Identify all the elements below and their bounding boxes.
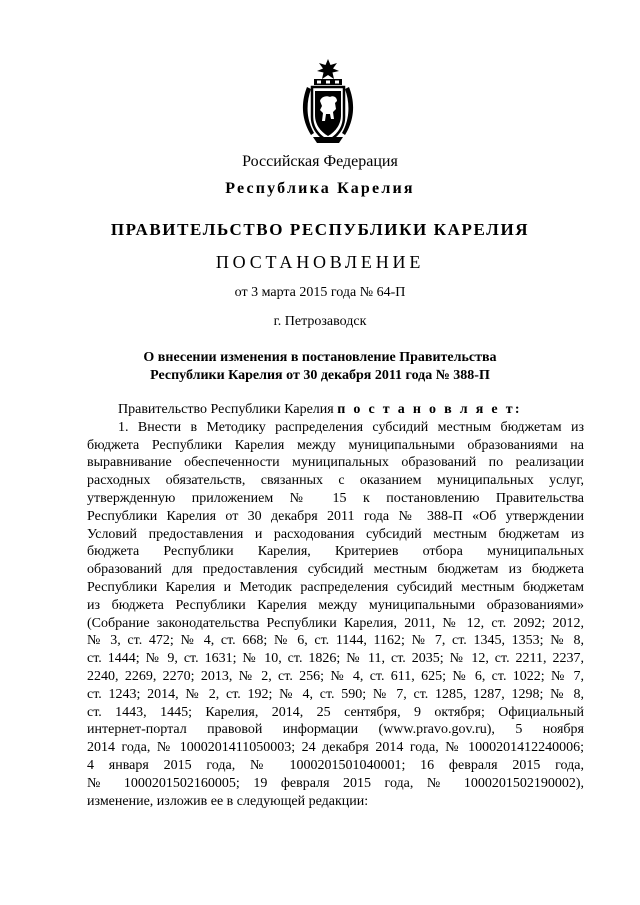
body-line: ст. 1444; № 9, ст. 1631; № 10, ст. 1826; № 11, ст. 2035; № 12, ст. 2211, 2237, bbox=[87, 651, 584, 667]
body-line: интернет-портал правовой информации (www.pravo.gov.ru), 5 ноября bbox=[87, 722, 584, 738]
document-body bbox=[87, 401, 584, 810]
body-line: образований для предоставления субсидий местным бюджетам из бюджета bbox=[87, 562, 584, 578]
body-line: № 1000201502160005; 19 февраля 2015 года, № 1000201502190002), bbox=[87, 775, 584, 791]
body-line: 4 января 2015 года, № 1000201501040001; 16 февраля 2015 года, bbox=[87, 757, 584, 773]
body-line: 2014 года, № 1000201411050003; 24 декабря 2014 года, № 1000201412240006; bbox=[87, 740, 584, 756]
body-line: ст. 1443, 1445; Карелия, 2014, 25 сентября, 9 октября; Официальный bbox=[87, 704, 584, 720]
body-line: выравнивание обеспеченности муниципальных образований по реализации bbox=[87, 455, 584, 471]
body-line: ст. 1243; 2014, № 2, ст. 192; № 4, ст. 590; № 7, ст. 1285, 1287, 1298; № 8, bbox=[87, 686, 584, 702]
body-line: 1. Внести в Методику распределения субсидий местным бюджетам из bbox=[118, 419, 584, 435]
body-line: из бюджета Республики Карелия между муниципальными образованиями» bbox=[87, 597, 584, 613]
subject-line: О внесении изменения в постановление Правительства bbox=[143, 350, 497, 365]
intro-text: Правительство Республики Карелия bbox=[118, 402, 338, 417]
document-type: ПОСТАНОВЛЕНИЕ bbox=[215, 252, 425, 272]
body-line: Республики Карелия и Методик распределения субсидий местным бюджетам bbox=[87, 579, 584, 595]
intro-verb: п о с т а н о в л я е т: bbox=[337, 402, 522, 417]
subject-line: Республики Карелия от 30 декабря 2011 года № 388-П bbox=[150, 368, 490, 383]
body-line: изменение, изложив ее в следующей редакции: bbox=[87, 793, 369, 809]
body-line: бюджета Республики Карелия между муниципальными образованиями на bbox=[87, 437, 584, 453]
body-line: Республики Карелия от 30 декабря 2011 года № 388-П «Об утверждении bbox=[87, 508, 584, 524]
republic-name: Республика Карелия bbox=[225, 180, 415, 197]
karelia-coat-of-arms-icon bbox=[299, 57, 357, 147]
document-city: г. Петрозаводск bbox=[273, 314, 367, 329]
body-line: бюджета Республики Карелия, Критериев отбора муниципальных bbox=[87, 544, 584, 560]
body-line: Условий предоставления и расходования субсидий местным бюджетам из bbox=[87, 526, 584, 542]
government-title: ПРАВИТЕЛЬСТВО РЕСПУБЛИКИ КАРЕЛИЯ bbox=[110, 220, 530, 239]
body-line: расходных обязательств, связанных с оказанием муниципальных услуг, bbox=[87, 473, 584, 489]
body-line: утвержденную приложением № 15 к постановлению Правительства bbox=[87, 490, 584, 506]
document-date-number: от 3 марта 2015 года № 64-П bbox=[234, 285, 406, 300]
body-line: № 3, ст. 472; № 4, ст. 668; № 6, ст. 1144, 1162; № 7, ст. 1345, 1353; № 8, bbox=[87, 633, 584, 649]
country-name: Российская Федерация bbox=[242, 153, 398, 170]
document-subject bbox=[0, 349, 640, 385]
body-line: 2240, 2269, 2270; 2013, № 2, ст. 256; № 4, ст. 611, 625; № 6, ст. 1022; № 7, bbox=[87, 668, 584, 684]
body-intro bbox=[87, 401, 584, 419]
body-line: (Собрание законодательства Республики Карелия, 2011, № 12, ст. 2092; 2012, bbox=[87, 615, 584, 631]
